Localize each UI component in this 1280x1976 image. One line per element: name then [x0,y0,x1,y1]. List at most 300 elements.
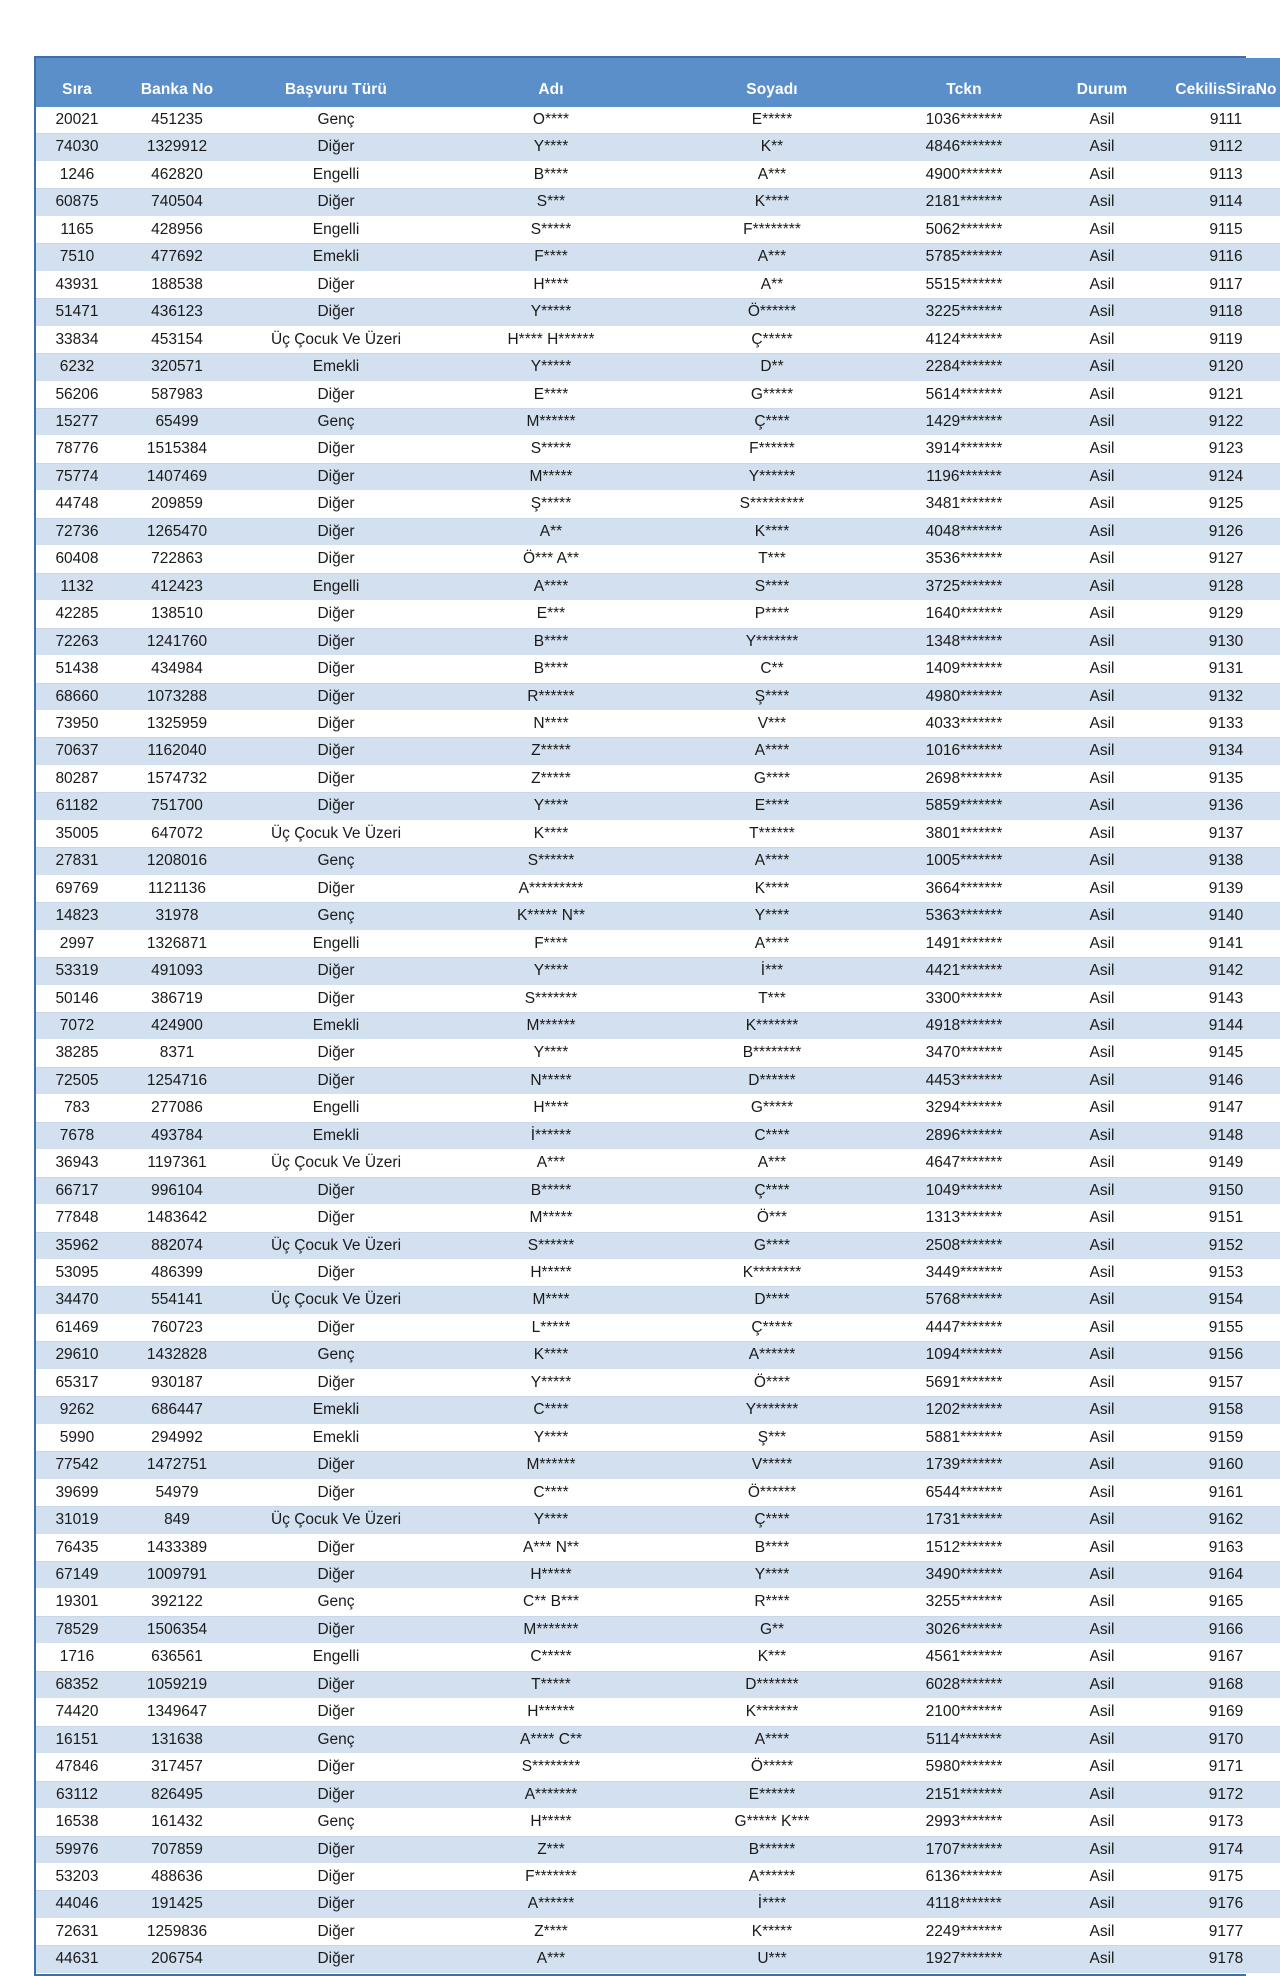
cell-adi: K***** N** [436,903,666,930]
cell-adi: F**** [436,244,666,271]
cell-sira: 29610 [36,1342,118,1369]
cell-cekilis: 9163 [1154,1534,1280,1561]
table-row[interactable] [36,491,1280,518]
cell-soyadi: C** [666,656,878,683]
cell-tur: Diğer [236,1040,436,1067]
cell-tur: Diğer [236,875,436,902]
cell-sira: 68660 [36,683,118,710]
cell-soyadi: F******** [666,216,878,243]
cell-sira: 53319 [36,958,118,985]
cell-sira: 53095 [36,1260,118,1287]
cell-sira: 7072 [36,1012,118,1039]
table-row[interactable] [36,107,1280,134]
cell-soyadi: Y******* [666,628,878,655]
table-row[interactable] [36,1754,1280,1781]
cell-banka: 1162040 [118,738,236,765]
table-row[interactable] [36,1452,1280,1479]
cell-adi: A** [436,518,666,545]
cell-sira: 44631 [36,1946,118,1973]
cell-sira: 27831 [36,848,118,875]
cell-tur: Genç [236,848,436,875]
table-row[interactable] [36,436,1280,463]
table-row[interactable] [36,189,1280,216]
column-header-tckn[interactable]: Tckn [878,72,1050,107]
table-row[interactable] [36,381,1280,408]
cell-cekilis: 9160 [1154,1452,1280,1479]
cell-durum: Asil [1050,1754,1154,1781]
cell-cekilis: 9178 [1154,1946,1280,1973]
cell-tckn: 5768******* [878,1287,1050,1314]
cell-tckn: 5881******* [878,1424,1050,1451]
table-row[interactable] [36,1314,1280,1341]
cell-cekilis: 9130 [1154,628,1280,655]
table-row[interactable] [36,1287,1280,1314]
cell-sira: 80287 [36,765,118,792]
cell-cekilis: 9117 [1154,271,1280,298]
table-row[interactable] [36,161,1280,188]
cell-durum: Asil [1050,1287,1154,1314]
cell-soyadi: Ö****** [666,1479,878,1506]
cell-tur: Üç Çocuk Ve Üzeri [236,326,436,353]
cell-soyadi: Y****** [666,463,878,490]
cell-durum: Asil [1050,161,1154,188]
cell-soyadi: E***** [666,107,878,134]
cell-adi: M***** [436,463,666,490]
cell-tur: Diğer [236,1946,436,1973]
cell-banka: 1515384 [118,436,236,463]
cell-tckn: 5515******* [878,271,1050,298]
cell-durum: Asil [1050,1122,1154,1149]
cell-soyadi: G***** K*** [666,1809,878,1836]
table-row[interactable] [36,1946,1280,1973]
table-row[interactable] [36,1122,1280,1149]
cell-soyadi: K**** [666,518,878,545]
cell-tckn: 2698******* [878,765,1050,792]
table-row[interactable] [36,271,1280,298]
table-row[interactable] [36,1726,1280,1753]
cell-banka: 1483642 [118,1205,236,1232]
cell-cekilis: 9168 [1154,1671,1280,1698]
cell-adi: A*** [436,1150,666,1177]
cell-adi: Y**** [436,1424,666,1451]
cell-tckn: 3490******* [878,1562,1050,1589]
cell-tur: Diğer [236,299,436,326]
table-row[interactable] [36,1260,1280,1287]
cell-durum: Asil [1050,1781,1154,1808]
cell-tckn: 4118******* [878,1891,1050,1918]
cell-sira: 75774 [36,463,118,490]
cell-tckn: 5062******* [878,216,1050,243]
cell-sira: 15277 [36,408,118,435]
table-row[interactable] [36,1918,1280,1945]
cell-durum: Asil [1050,491,1154,518]
cell-tur: Diğer [236,1067,436,1094]
cell-adi: A**** C** [436,1726,666,1753]
cell-adi: C***** [436,1644,666,1671]
cell-durum: Asil [1050,107,1154,134]
table-row[interactable] [36,1836,1280,1863]
table-row[interactable] [36,1479,1280,1506]
table-row[interactable] [36,765,1280,792]
table-row[interactable] [36,1177,1280,1204]
cell-durum: Asil [1050,381,1154,408]
cell-banka: 453154 [118,326,236,353]
cell-tur: Diğer [236,546,436,573]
cell-cekilis: 9175 [1154,1864,1280,1891]
cell-sira: 67149 [36,1562,118,1589]
cell-tur: Genç [236,1342,436,1369]
cell-soyadi: G***** [666,1095,878,1122]
cell-sira: 16538 [36,1809,118,1836]
cell-tckn: 2896******* [878,1122,1050,1149]
cell-durum: Asil [1050,930,1154,957]
cell-banka: 386719 [118,985,236,1012]
cell-banka: 493784 [118,1122,236,1149]
cell-soyadi: İ*** [666,958,878,985]
cell-tur: Diğer [236,1369,436,1396]
cell-durum: Asil [1050,710,1154,737]
cell-adi: A****** [436,1891,666,1918]
cell-adi: S****** [436,1232,666,1259]
table-row[interactable] [36,930,1280,957]
table-row[interactable] [36,1040,1280,1067]
cell-cekilis: 9128 [1154,573,1280,600]
cell-soyadi: B****** [666,1836,878,1863]
table-row[interactable] [36,1534,1280,1561]
cell-durum: Asil [1050,134,1154,161]
cell-soyadi: A**** [666,930,878,957]
cell-adi: C**** [436,1397,666,1424]
cell-adi: Y**** [436,1507,666,1534]
table-body [36,107,1280,1973]
cell-soyadi: Ö***** [666,1754,878,1781]
cell-cekilis: 9124 [1154,463,1280,490]
table-row[interactable] [36,1397,1280,1424]
cell-soyadi: Ö****** [666,299,878,326]
cell-soyadi: Ş**** [666,683,878,710]
cell-sira: 783 [36,1095,118,1122]
cell-soyadi: E****** [666,1781,878,1808]
table-row[interactable] [36,1671,1280,1698]
table-row[interactable] [36,958,1280,985]
cell-cekilis: 9134 [1154,738,1280,765]
cell-durum: Asil [1050,793,1154,820]
cell-soyadi: E**** [666,793,878,820]
cell-adi: A*** N** [436,1534,666,1561]
cell-durum: Asil [1050,189,1154,216]
cell-tur: Genç [236,1726,436,1753]
cell-durum: Asil [1050,820,1154,847]
cell-banka: 424900 [118,1012,236,1039]
cell-durum: Asil [1050,628,1154,655]
cell-banka: 491093 [118,958,236,985]
cell-tckn: 1313******* [878,1205,1050,1232]
table-row[interactable] [36,1781,1280,1808]
cell-soyadi: R**** [666,1589,878,1616]
cell-adi: H****** [436,1699,666,1726]
cell-sira: 36943 [36,1150,118,1177]
cell-cekilis: 9146 [1154,1067,1280,1094]
cell-tckn: 2508******* [878,1232,1050,1259]
cell-tckn: 5614******* [878,381,1050,408]
table-row[interactable] [36,1095,1280,1122]
cell-sira: 39699 [36,1479,118,1506]
cell-sira: 50146 [36,985,118,1012]
cell-tckn: 1640******* [878,601,1050,628]
column-header-soyadi[interactable]: Soyadı [666,72,878,107]
table-row[interactable] [36,1150,1280,1177]
cell-tckn: 4647******* [878,1150,1050,1177]
cell-soyadi: A****** [666,1864,878,1891]
cell-tckn: 2151******* [878,1781,1050,1808]
cell-sira: 77848 [36,1205,118,1232]
cell-sira: 6232 [36,354,118,381]
cell-soyadi: Y******* [666,1397,878,1424]
cell-adi: H**** [436,1095,666,1122]
cell-adi: E*** [436,601,666,628]
cell-soyadi: T*** [666,985,878,1012]
cell-banka: 647072 [118,820,236,847]
table-row[interactable] [36,710,1280,737]
cell-banka: 760723 [118,1314,236,1341]
table-row[interactable] [36,628,1280,655]
cell-soyadi: K** [666,134,878,161]
table-row[interactable] [36,326,1280,353]
cell-cekilis: 9136 [1154,793,1280,820]
cell-soyadi: P**** [666,601,878,628]
cell-sira: 5990 [36,1424,118,1451]
cell-sira: 42285 [36,601,118,628]
cell-adi: S****** [436,848,666,875]
table-row[interactable] [36,875,1280,902]
table-row[interactable] [36,573,1280,600]
cell-cekilis: 9155 [1154,1314,1280,1341]
table-row[interactable] [36,1864,1280,1891]
cell-banka: 191425 [118,1891,236,1918]
table-row[interactable] [36,1205,1280,1232]
column-header-banka[interactable]: Banka No [118,72,236,107]
cell-tur: Emekli [236,354,436,381]
cell-cekilis: 9174 [1154,1836,1280,1863]
cell-tur: Üç Çocuk Ve Üzeri [236,1232,436,1259]
cell-durum: Asil [1050,1479,1154,1506]
cell-sira: 47846 [36,1754,118,1781]
cell-soyadi: Ö**** [666,1369,878,1396]
table-row[interactable] [36,1809,1280,1836]
cell-sira: 35005 [36,820,118,847]
cell-durum: Asil [1050,546,1154,573]
cell-tur: Diğer [236,436,436,463]
table-row[interactable] [36,1562,1280,1589]
cell-cekilis: 9118 [1154,299,1280,326]
cell-durum: Asil [1050,1507,1154,1534]
cell-banka: 751700 [118,793,236,820]
table-row[interactable] [36,1369,1280,1396]
cell-banka: 65499 [118,408,236,435]
cell-durum: Asil [1050,1095,1154,1122]
cell-sira: 44046 [36,1891,118,1918]
cell-tckn: 2284******* [878,354,1050,381]
cell-durum: Asil [1050,1424,1154,1451]
cell-tur: Diğer [236,491,436,518]
cell-soyadi: K**** [666,189,878,216]
cell-tckn: 3725******* [878,573,1050,600]
table-row[interactable] [36,793,1280,820]
cell-banka: 707859 [118,1836,236,1863]
cell-tur: Diğer [236,381,436,408]
cell-tur: Diğer [236,271,436,298]
cell-adi: B**** [436,161,666,188]
table-row[interactable] [36,244,1280,271]
table-row[interactable] [36,903,1280,930]
cell-tckn: 6028******* [878,1671,1050,1698]
cell-durum: Asil [1050,326,1154,353]
cell-cekilis: 9156 [1154,1342,1280,1369]
table-row[interactable] [36,1342,1280,1369]
cell-sira: 72263 [36,628,118,655]
cell-tckn: 5980******* [878,1754,1050,1781]
table-row[interactable] [36,1616,1280,1643]
cell-soyadi: A*** [666,1150,878,1177]
cell-tckn: 5785******* [878,244,1050,271]
table-row[interactable] [36,1589,1280,1616]
cell-soyadi: Ç***** [666,1314,878,1341]
cell-tur: Diğer [236,628,436,655]
cell-banka: 277086 [118,1095,236,1122]
cell-sira: 44748 [36,491,118,518]
table-row[interactable] [36,656,1280,683]
cell-durum: Asil [1050,765,1154,792]
cell-adi: R****** [436,683,666,710]
cell-tckn: 3536******* [878,546,1050,573]
table-row[interactable] [36,1644,1280,1671]
cell-durum: Asil [1050,1342,1154,1369]
table-row[interactable] [36,216,1280,243]
table-row[interactable] [36,1012,1280,1039]
cell-soyadi: A**** [666,738,878,765]
cell-adi: B**** [436,656,666,683]
cell-cekilis: 9115 [1154,216,1280,243]
cell-banka: 436123 [118,299,236,326]
cell-cekilis: 9122 [1154,408,1280,435]
cell-tur: Engelli [236,930,436,957]
cell-sira: 35962 [36,1232,118,1259]
cell-soyadi: D**** [666,1287,878,1314]
table-row[interactable] [36,463,1280,490]
column-header-cekilis[interactable]: CekilisSiraNo [1154,72,1280,107]
cell-banka: 8371 [118,1040,236,1067]
cell-tckn: 3914******* [878,436,1050,463]
cell-durum: Asil [1050,1040,1154,1067]
cell-adi: S***** [436,436,666,463]
table-row[interactable] [36,1699,1280,1726]
table-row[interactable] [36,299,1280,326]
cell-soyadi: S********* [666,491,878,518]
table-row[interactable] [36,1067,1280,1094]
cell-adi: A******* [436,1781,666,1808]
cell-cekilis: 9138 [1154,848,1280,875]
cell-durum: Asil [1050,354,1154,381]
cell-cekilis: 9116 [1154,244,1280,271]
cell-soyadi: Ç**** [666,1177,878,1204]
cell-cekilis: 9147 [1154,1095,1280,1122]
cell-tckn: 3470******* [878,1040,1050,1067]
table-row[interactable] [36,1424,1280,1451]
cell-tckn: 1731******* [878,1507,1050,1534]
cell-banka: 826495 [118,1781,236,1808]
cell-banka: 488636 [118,1864,236,1891]
table-row[interactable] [36,134,1280,161]
cell-cekilis: 9177 [1154,1918,1280,1945]
table-row[interactable] [36,683,1280,710]
cell-soyadi: K*** [666,1644,878,1671]
cell-cekilis: 9127 [1154,546,1280,573]
column-header-adi[interactable]: Adı [436,72,666,107]
cell-banka: 477692 [118,244,236,271]
column-header-tur[interactable]: Başvuru Türü [236,72,436,107]
cell-soyadi: Y**** [666,1562,878,1589]
cell-soyadi: Ş*** [666,1424,878,1451]
table-row[interactable] [36,408,1280,435]
cell-sira: 51471 [36,299,118,326]
cell-cekilis: 9152 [1154,1232,1280,1259]
cell-banka: 554141 [118,1287,236,1314]
table-row[interactable] [36,1507,1280,1534]
cell-adi: Y**** [436,793,666,820]
cell-banka: 1329912 [118,134,236,161]
cell-durum: Asil [1050,1891,1154,1918]
cell-tur: Diğer [236,765,436,792]
cell-banka: 1432828 [118,1342,236,1369]
table-row[interactable] [36,518,1280,545]
cell-banka: 294992 [118,1424,236,1451]
cell-adi: H**** [436,271,666,298]
cell-tur: Emekli [236,244,436,271]
cell-cekilis: 9113 [1154,161,1280,188]
cell-durum: Asil [1050,1864,1154,1891]
cell-adi: Y***** [436,299,666,326]
column-header-sira[interactable]: Sıra [36,72,118,107]
cell-adi: M******* [436,1616,666,1643]
cell-sira: 7510 [36,244,118,271]
table-row[interactable] [36,820,1280,847]
table-row[interactable] [36,985,1280,1012]
cell-tckn: 3449******* [878,1260,1050,1287]
cell-tckn: 1036******* [878,107,1050,134]
cell-tur: Engelli [236,1095,436,1122]
cell-tckn: 3664******* [878,875,1050,902]
cell-tckn: 4453******* [878,1067,1050,1094]
cell-tur: Diğer [236,1671,436,1698]
cell-soyadi: G***** [666,381,878,408]
cell-adi: B***** [436,1177,666,1204]
table-row[interactable] [36,738,1280,765]
cell-soyadi: A*** [666,244,878,271]
table-row[interactable] [36,546,1280,573]
cell-sira: 2997 [36,930,118,957]
table-row[interactable] [36,848,1280,875]
table-row[interactable] [36,601,1280,628]
table-row[interactable] [36,1232,1280,1259]
cell-sira: 61469 [36,1314,118,1341]
cell-sira: 53203 [36,1864,118,1891]
cell-tckn: 3026******* [878,1616,1050,1643]
table-row[interactable] [36,1891,1280,1918]
cell-soyadi: A**** [666,848,878,875]
table-row[interactable] [36,354,1280,381]
cell-durum: Asil [1050,1616,1154,1643]
column-header-durum[interactable]: Durum [1050,72,1154,107]
